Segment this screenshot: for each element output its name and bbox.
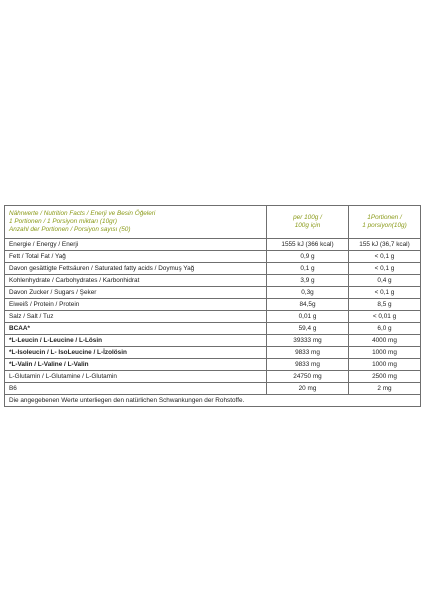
table-row	[5, 263, 421, 275]
row-portion: 8,5 g	[349, 299, 421, 311]
row-portion: < 0,1 g	[349, 263, 421, 275]
row-portion: 0,4 g	[349, 275, 421, 287]
row-per100: 0,9 g	[267, 251, 349, 263]
row-label: *L-Isoleucin / L- IsoLeucine / L-İzolösin	[5, 347, 267, 359]
row-per100: 1555 kJ (366 kcal)	[267, 239, 349, 251]
table-row	[5, 251, 421, 263]
row-label: Davon gesättigte Fettsäuren / Saturated fatty acids / Doymuş Yağ	[5, 263, 267, 275]
table-row	[5, 371, 421, 383]
row-label: *L-Leucin / L-Leucine / L-Lösin	[5, 335, 267, 347]
row-portion: < 0,01 g	[349, 311, 421, 323]
row-label: Kohlenhydrate / Carbohydrates / Karbonhidrat	[5, 275, 267, 287]
table-row	[5, 287, 421, 299]
table-row	[5, 323, 421, 335]
header-line-1: Nährwerte / Nutrition Facts / Enerji ve Besin Öğeleri	[9, 210, 156, 217]
table-row	[5, 335, 421, 347]
row-per100: 9833 mg	[267, 359, 349, 371]
header-per100-line-1: per 100g /	[293, 214, 322, 221]
row-label: B6	[5, 383, 267, 395]
header-portion-line-2: 1 porsiyon(10g)	[362, 222, 407, 229]
row-label: L-Glutamin / L-Glutamine / L-Glutamin	[5, 371, 267, 383]
row-per100: 9833 mg	[267, 347, 349, 359]
nutrition-panel	[4, 205, 420, 407]
row-label: Eiweiß / Protein / Protein	[5, 299, 267, 311]
table-row	[5, 275, 421, 287]
header-per100-cell	[267, 206, 349, 239]
row-label: Energie / Energy / Enerji	[5, 239, 267, 251]
table-row	[5, 311, 421, 323]
row-portion: 6,0 g	[349, 323, 421, 335]
table-row	[5, 383, 421, 395]
row-per100: 0,01 g	[267, 311, 349, 323]
row-per100: 0,3g	[267, 287, 349, 299]
row-portion: 2 mg	[349, 383, 421, 395]
table-header-row	[5, 206, 421, 239]
row-label: BCAA*	[5, 323, 267, 335]
row-portion: < 0,1 g	[349, 287, 421, 299]
row-per100: 39333 mg	[267, 335, 349, 347]
row-per100: 84,5g	[267, 299, 349, 311]
row-portion: < 0,1 g	[349, 251, 421, 263]
header-per100-line-2: 100g için	[294, 222, 321, 229]
row-label: *L-Valin / L-Valine / L-Valin	[5, 359, 267, 371]
row-per100: 0,1 g	[267, 263, 349, 275]
table-row	[5, 239, 421, 251]
row-per100: 20 mg	[267, 383, 349, 395]
row-portion: 155 kJ (36,7 kcal)	[349, 239, 421, 251]
row-per100: 24750 mg	[267, 371, 349, 383]
header-line-3: Anzahl der Portionen / Porsiyon sayısı (50)	[9, 226, 131, 233]
row-portion: 4000 mg	[349, 335, 421, 347]
nutrition-table	[4, 205, 421, 407]
table-row	[5, 359, 421, 371]
header-label-cell	[5, 206, 267, 239]
header-portion-line-1: 1Portionen /	[367, 214, 402, 221]
header-portion-cell	[349, 206, 421, 239]
footer-note: Die angegebenen Werte unterliegen den natürlichen Schwankungen der Rohstoffe.	[5, 395, 421, 407]
row-label: Salz / Salt / Tuz	[5, 311, 267, 323]
header-line-2: 1 Portionen / 1 Porsiyon miktarı (10gr)	[9, 218, 117, 225]
row-portion: 1000 mg	[349, 359, 421, 371]
row-label: Davon Zucker / Sugars / Şeker	[5, 287, 267, 299]
table-row	[5, 347, 421, 359]
row-portion: 2500 mg	[349, 371, 421, 383]
table-row	[5, 299, 421, 311]
row-per100: 59,4 g	[267, 323, 349, 335]
row-label: Fett / Total Fat / Yağ	[5, 251, 267, 263]
table-footer-row	[5, 395, 421, 407]
row-portion: 1000 mg	[349, 347, 421, 359]
row-per100: 3,9 g	[267, 275, 349, 287]
